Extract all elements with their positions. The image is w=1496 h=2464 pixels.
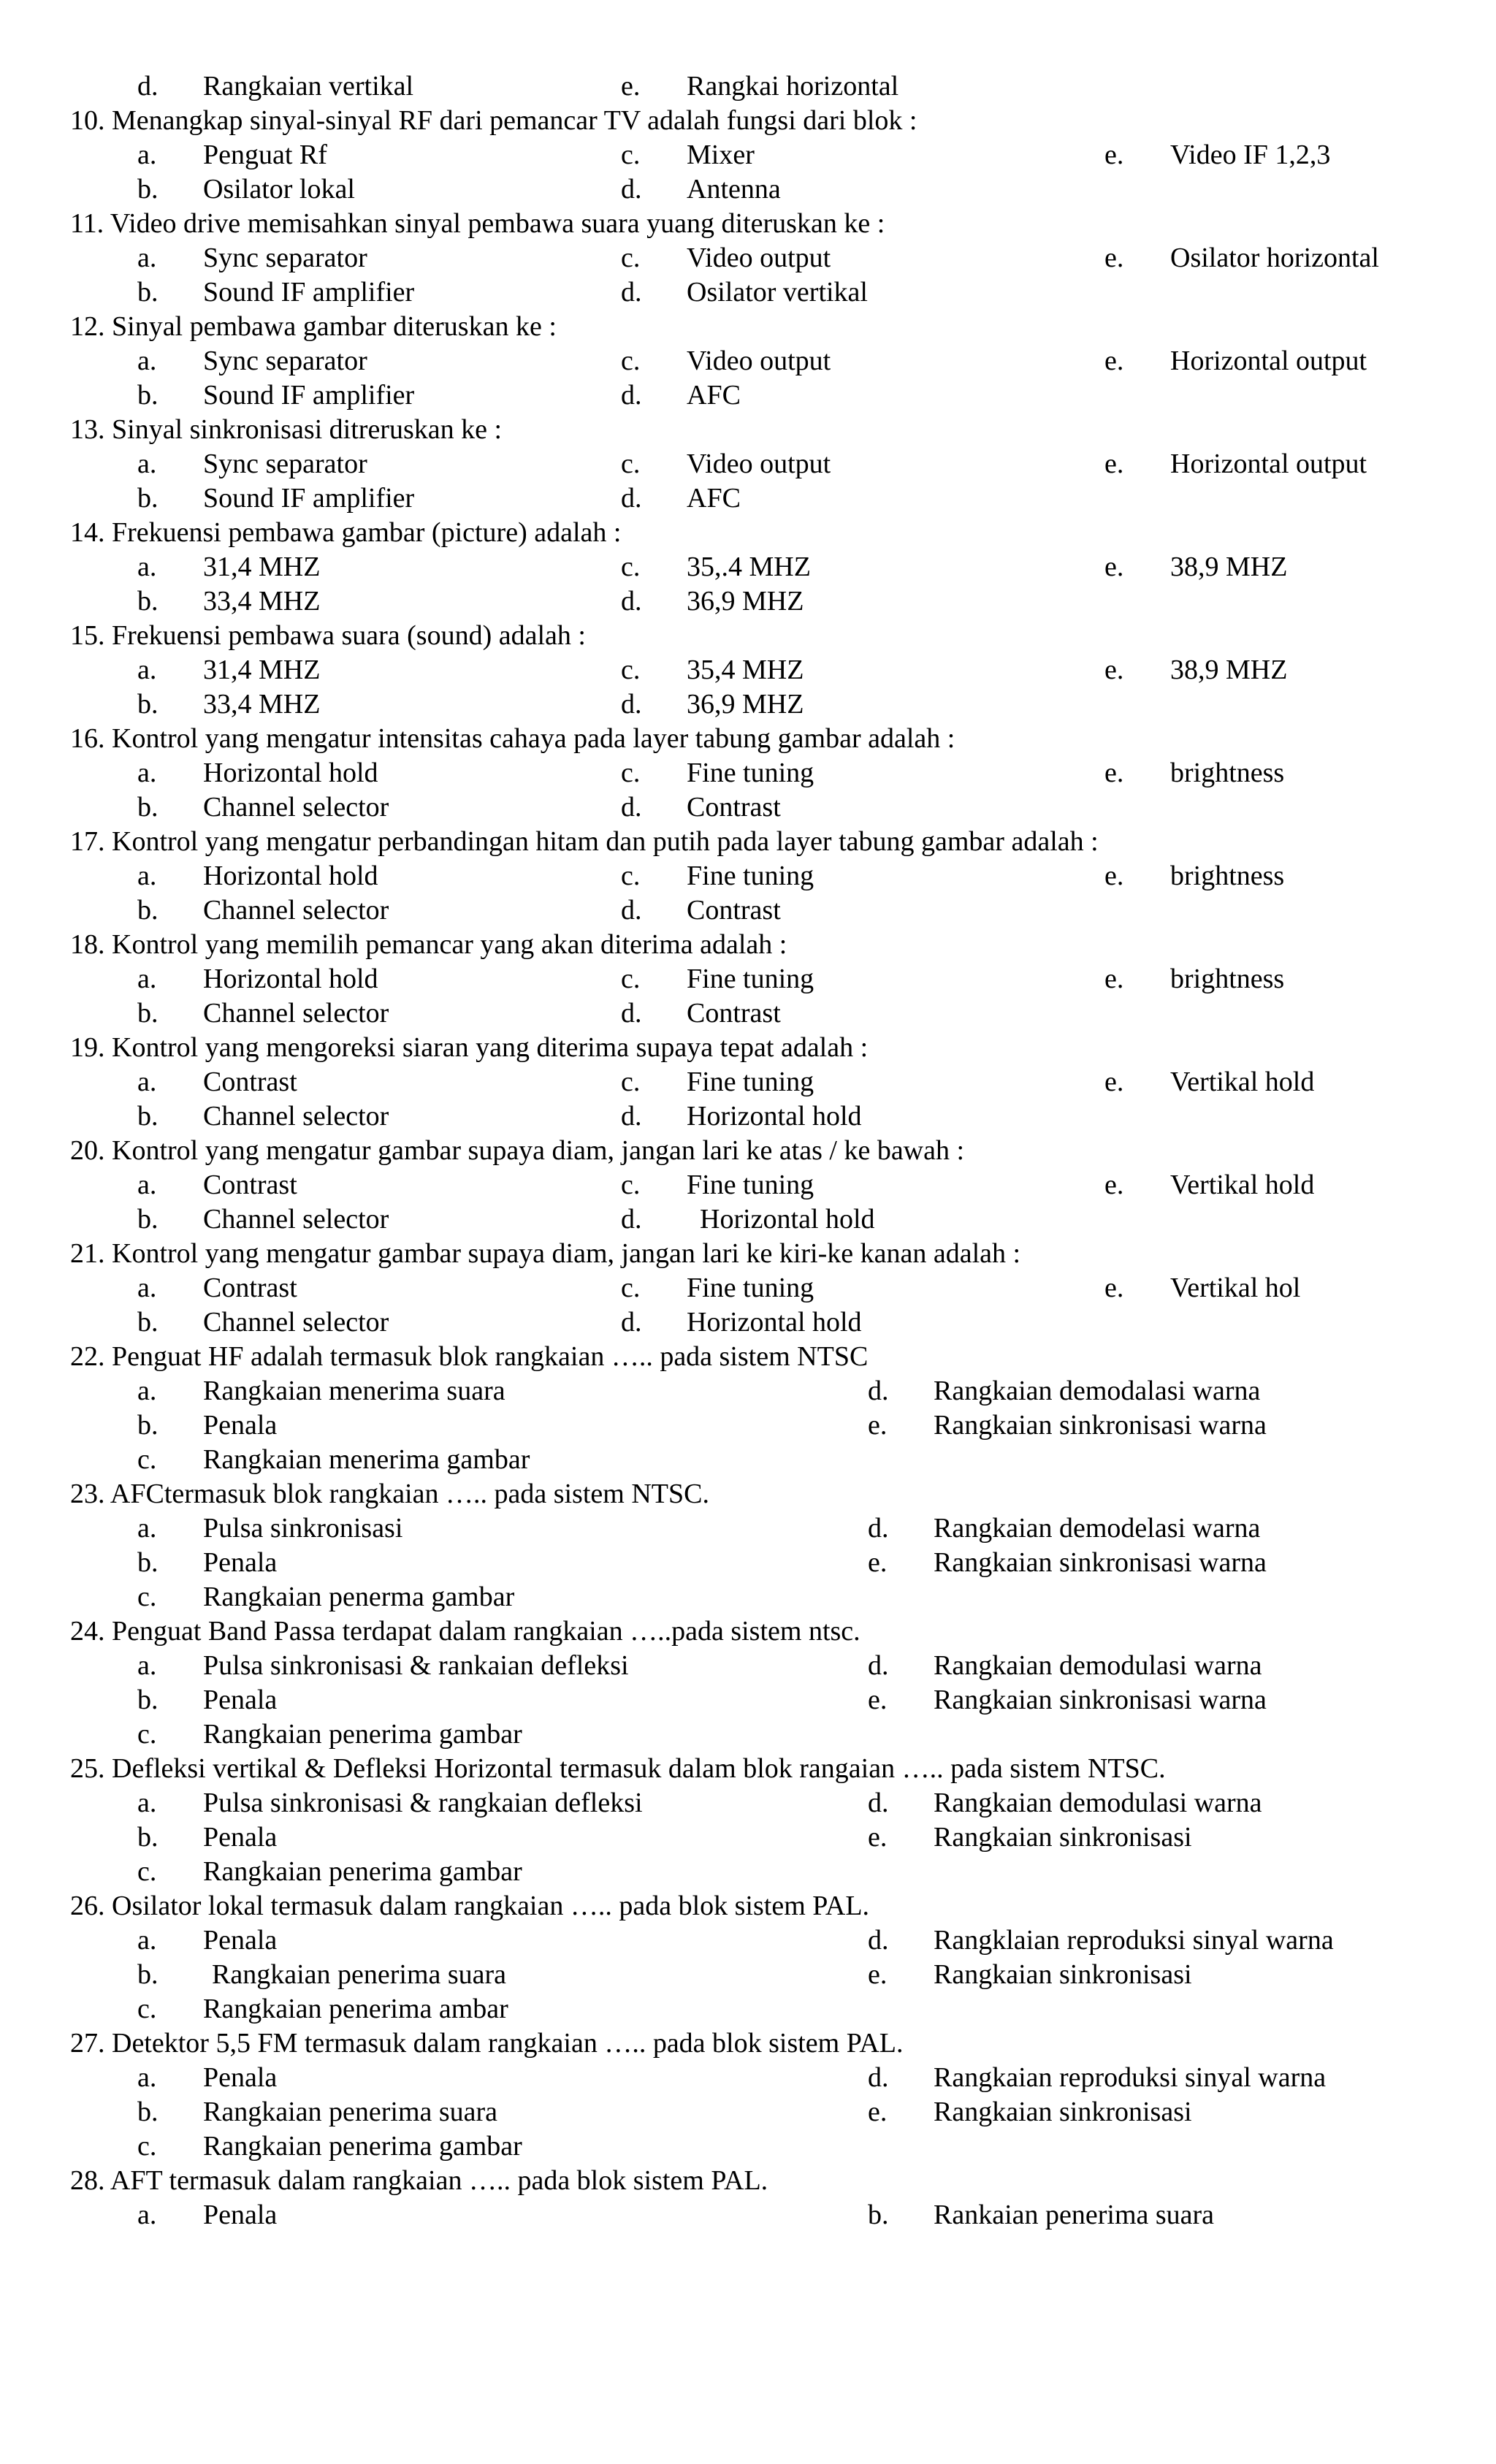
option-line — [0, 756, 1496, 790]
option-letter: a. — [137, 1067, 157, 1097]
option-letter: d. — [621, 1307, 642, 1338]
option-text: Vertikal hold — [1170, 1170, 1315, 1200]
option-letter: c. — [621, 655, 641, 685]
question-text: 27. Detektor 5,5 FM termasuk dalam rangkaian ….. pada blok sistem PAL. — [70, 2028, 904, 2059]
option-text: Penala — [203, 1925, 278, 1956]
option-letter: c. — [621, 861, 641, 891]
option-text: Sync separator — [203, 346, 367, 376]
option-line — [0, 2095, 1496, 2129]
option-line — [0, 687, 1496, 721]
question-line — [0, 2026, 1496, 2060]
option-text: 36,9 MHZ — [687, 689, 804, 720]
question-line — [0, 722, 1496, 755]
option-letter: a. — [137, 552, 157, 582]
option-letter: c. — [137, 1719, 157, 1750]
option-text: Rangkaian demodulasi warna — [934, 1788, 1262, 1818]
option-line — [0, 1408, 1496, 1442]
option-line — [0, 1099, 1496, 1133]
option-text: Rangkaian penerima ambar — [203, 1994, 508, 2024]
option-text: Rangkaian penerima gambar — [203, 1719, 522, 1750]
option-text: Rangkaian penerima suara — [212, 1959, 507, 1990]
option-letter: b. — [137, 1410, 159, 1441]
option-line — [0, 996, 1496, 1030]
option-letter: a. — [137, 964, 157, 994]
option-letter: d. — [621, 998, 642, 1029]
option-letter: d. — [621, 483, 642, 514]
option-text: Channel selector — [203, 1204, 389, 1235]
option-letter: b. — [137, 1101, 159, 1132]
option-letter: c. — [621, 964, 641, 994]
option-letter: a. — [137, 243, 157, 273]
option-letter: a. — [137, 346, 157, 376]
option-line — [0, 1717, 1496, 1751]
option-letter: a. — [137, 1788, 157, 1818]
question-line — [0, 1889, 1496, 1923]
option-letter: e. — [868, 1410, 888, 1441]
option-text: Fine tuning — [687, 1170, 814, 1200]
question-text: 22. Penguat HF adalah termasuk blok rangkaian ….. pada sistem NTSC — [70, 1341, 869, 1372]
option-letter: b. — [137, 1822, 159, 1853]
question-text: 24. Penguat Band Passa terdapat dalam rangkaian …..pada sistem ntsc. — [70, 1616, 860, 1647]
option-letter: d. — [621, 174, 642, 205]
option-text: Channel selector — [203, 792, 389, 823]
option-letter: c. — [137, 1444, 157, 1475]
option-line — [0, 1202, 1496, 1236]
option-line — [0, 1683, 1496, 1717]
option-text: brightness — [1170, 758, 1285, 788]
option-letter: d. — [621, 1101, 642, 1132]
option-letter: b. — [137, 1959, 159, 1990]
option-text: 35,4 MHZ — [687, 655, 804, 685]
option-text: Horizontal hold — [203, 758, 378, 788]
option-text: Penala — [203, 1547, 278, 1578]
option-line — [0, 859, 1496, 893]
option-line — [0, 1168, 1496, 1202]
option-letter: d. — [868, 1650, 889, 1681]
option-letter: b. — [137, 1547, 159, 1578]
option-text: brightness — [1170, 861, 1285, 891]
option-text: Penala — [203, 2200, 278, 2230]
option-text: Video output — [687, 346, 831, 376]
option-line — [0, 138, 1496, 172]
option-letter: a. — [137, 140, 157, 170]
option-text: Rangkaian sinkronisasi warna — [934, 1685, 1267, 1715]
option-text: Sound IF amplifier — [203, 483, 415, 514]
option-letter: a. — [137, 655, 157, 685]
option-letter: b. — [137, 895, 159, 926]
option-letter: b. — [137, 586, 159, 617]
question-line — [0, 2164, 1496, 2197]
option-letter: d. — [621, 895, 642, 926]
option-line — [0, 1992, 1496, 2026]
option-text: Sound IF amplifier — [203, 380, 415, 411]
option-letter: e. — [621, 71, 641, 102]
question-line — [0, 413, 1496, 446]
option-letter: b. — [137, 998, 159, 1029]
option-text: Horizontal hold — [687, 1307, 862, 1338]
option-text: Rangkaian demodelasi warna — [934, 1513, 1261, 1544]
option-letter: a. — [137, 2200, 157, 2230]
option-letter: d. — [621, 689, 642, 720]
option-letter: d. — [621, 586, 642, 617]
option-letter: a. — [137, 1376, 157, 1406]
option-line — [0, 1855, 1496, 1888]
option-line — [0, 1374, 1496, 1408]
option-letter: e. — [1104, 1273, 1124, 1303]
option-letter: e. — [868, 1547, 888, 1578]
option-line — [0, 1546, 1496, 1579]
option-line — [0, 1786, 1496, 1820]
question-line — [0, 1614, 1496, 1648]
option-letter: a. — [137, 758, 157, 788]
option-text: Rangkaian sinkronisasi warna — [934, 1547, 1267, 1578]
option-text: Fine tuning — [687, 1273, 814, 1303]
option-text: Penala — [203, 2062, 278, 2093]
question-text: 12. Sinyal pembawa gambar diteruskan ke : — [70, 311, 557, 342]
option-letter: e. — [1104, 243, 1124, 273]
option-text: 33,4 MHZ — [203, 689, 321, 720]
option-text: Channel selector — [203, 998, 389, 1029]
question-text: 28. AFT termasuk dalam rangkaian ….. pada blok sistem PAL. — [70, 2165, 768, 2196]
option-text: Rangkaian sinkronisasi — [934, 2097, 1192, 2127]
option-line — [0, 790, 1496, 824]
option-line — [0, 1443, 1496, 1476]
option-text: 36,9 MHZ — [687, 586, 804, 617]
option-letter: b. — [137, 174, 159, 205]
option-text: Rangkaian menerima gambar — [203, 1444, 530, 1475]
option-line — [0, 1958, 1496, 1991]
option-letter: a. — [137, 1273, 157, 1303]
option-line — [0, 275, 1496, 309]
option-letter: e. — [868, 1959, 888, 1990]
option-letter: d. — [621, 1204, 642, 1235]
option-text: Osilator lokal — [203, 174, 355, 205]
option-text: Fine tuning — [687, 1067, 814, 1097]
option-text: Rangkaian sinkronisasi warna — [934, 1410, 1267, 1441]
option-letter: c. — [137, 1856, 157, 1887]
option-text: Channel selector — [203, 895, 389, 926]
question-line — [0, 1134, 1496, 1167]
option-letter: e. — [1104, 964, 1124, 994]
question-text: 13. Sinyal sinkronisasi ditreruskan ke : — [70, 414, 503, 445]
option-text: Video output — [687, 243, 831, 273]
question-text: 11. Video drive memisahkan sinyal pembawa suara yuang diteruskan ke : — [70, 208, 885, 239]
option-text: 38,9 MHZ — [1170, 655, 1288, 685]
option-text: Vertikal hold — [1170, 1067, 1315, 1097]
option-line — [0, 1820, 1496, 1854]
option-letter: b. — [137, 1685, 159, 1715]
option-letter: d. — [868, 1925, 889, 1956]
option-text: Channel selector — [203, 1307, 389, 1338]
question-line — [0, 310, 1496, 343]
question-text: 23. AFCtermasuk blok rangkaian ….. pada sistem NTSC. — [70, 1479, 709, 1509]
option-text: Rangkai horizontal — [687, 71, 899, 102]
option-line — [0, 550, 1496, 584]
option-text: Penala — [203, 1822, 278, 1853]
option-text: Video output — [687, 449, 831, 479]
option-letter: c. — [621, 1067, 641, 1097]
option-text: Horizontal hold — [203, 861, 378, 891]
option-line — [0, 241, 1496, 275]
option-letter: e. — [1104, 1170, 1124, 1200]
option-letter: d. — [868, 1376, 889, 1406]
option-line — [0, 378, 1496, 412]
option-line — [0, 962, 1496, 996]
option-text: Penala — [203, 1685, 278, 1715]
option-text: Channel selector — [203, 1101, 389, 1132]
option-text: Rangkaian menerima suara — [203, 1376, 505, 1406]
option-letter: b. — [137, 483, 159, 514]
option-line — [0, 1923, 1496, 1957]
option-letter: d. — [868, 1513, 889, 1544]
question-line — [0, 1237, 1496, 1270]
option-text: 35,.4 MHZ — [687, 552, 811, 582]
question-text: 19. Kontrol yang mengoreksi siaran yang diterima supaya tepat adalah : — [70, 1032, 869, 1063]
option-text: Horizontal hold — [700, 1204, 875, 1235]
option-text: 31,4 MHZ — [203, 552, 321, 582]
option-text: Horizontal hold — [203, 964, 378, 994]
option-text: Fine tuning — [687, 758, 814, 788]
question-line — [0, 928, 1496, 961]
option-text: Rangklaian reproduksi sinyal warna — [934, 1925, 1334, 1956]
option-text: Contrast — [687, 998, 781, 1029]
option-line — [0, 1271, 1496, 1305]
option-text: Penala — [203, 1410, 278, 1441]
option-letter: a. — [137, 1170, 157, 1200]
question-text: 25. Defleksi vertikal & Defleksi Horizontal termasuk dalam blok rangaian ….. pada sistem NTSC. — [70, 1753, 1166, 1784]
option-letter: d. — [137, 71, 159, 102]
option-letter: b. — [137, 2097, 159, 2127]
question-text: 21. Kontrol yang mengatur gambar supaya diam, jangan lari ke kiri-ke kanan adalah : — [70, 1238, 1021, 1269]
option-text: Contrast — [203, 1170, 297, 1200]
option-line — [0, 481, 1496, 515]
option-letter: b. — [137, 792, 159, 823]
option-text: Horizontal hold — [687, 1101, 862, 1132]
option-letter: e. — [1104, 758, 1124, 788]
option-letter: b. — [137, 380, 159, 411]
option-text: Rangkaian sinkronisasi — [934, 1822, 1192, 1853]
option-text: Mixer — [687, 140, 755, 170]
question-line — [0, 207, 1496, 240]
option-text: Osilator horizontal — [1170, 243, 1379, 273]
option-letter: a. — [137, 449, 157, 479]
option-letter: a. — [137, 1925, 157, 1956]
option-text: Rangkaian penerima gambar — [203, 1856, 522, 1887]
option-line — [0, 2198, 1496, 2232]
option-line — [0, 653, 1496, 687]
option-text: Contrast — [203, 1067, 297, 1097]
question-line — [0, 1340, 1496, 1373]
option-letter: c. — [621, 243, 641, 273]
option-text: Vertikal hol — [1170, 1273, 1301, 1303]
option-letter: e. — [1104, 1067, 1124, 1097]
question-text: 18. Kontrol yang memilih pemancar yang akan diterima adalah : — [70, 929, 787, 960]
question-line — [0, 1477, 1496, 1511]
option-text: 31,4 MHZ — [203, 655, 321, 685]
option-text: brightness — [1170, 964, 1285, 994]
option-text: Fine tuning — [687, 861, 814, 891]
option-line — [0, 69, 1496, 103]
option-letter: a. — [137, 1513, 157, 1544]
option-letter: c. — [621, 1170, 641, 1200]
option-text: Osilator vertikal — [687, 277, 868, 308]
question-text: 20. Kontrol yang mengatur gambar supaya diam, jangan lari ke atas / ke bawah : — [70, 1135, 965, 1166]
option-text: Pulsa sinkronisasi & rangkaian defleksi — [203, 1788, 643, 1818]
option-text: AFC — [687, 483, 741, 514]
option-text: 33,4 MHZ — [203, 586, 321, 617]
option-letter: b. — [868, 2200, 889, 2230]
question-line — [0, 619, 1496, 652]
question-text: 26. Osilator lokal termasuk dalam rangkaian ….. pada blok sistem PAL. — [70, 1891, 870, 1921]
option-line — [0, 1065, 1496, 1099]
option-text: Penguat Rf — [203, 140, 327, 170]
option-letter: d. — [621, 277, 642, 308]
option-text: Rangkaian sinkronisasi — [934, 1959, 1192, 1990]
option-text: Fine tuning — [687, 964, 814, 994]
option-text: Contrast — [687, 792, 781, 823]
option-letter: c. — [621, 552, 641, 582]
option-text: Rangkaian reproduksi sinyal warna — [934, 2062, 1327, 2093]
option-letter: e. — [1104, 861, 1124, 891]
option-text: Sync separator — [203, 449, 367, 479]
option-text: Rangkaian vertikal — [203, 71, 414, 102]
option-letter: c. — [137, 1582, 157, 1612]
option-line — [0, 447, 1496, 481]
option-letter: b. — [137, 1307, 159, 1338]
option-letter: e. — [1104, 449, 1124, 479]
option-line — [0, 893, 1496, 927]
option-line — [0, 1649, 1496, 1682]
option-letter: c. — [137, 2131, 157, 2162]
option-line — [0, 1305, 1496, 1339]
option-letter: c. — [621, 140, 641, 170]
question-text: 15. Frekuensi pembawa suara (sound) adalah : — [70, 620, 586, 651]
option-text: Pulsa sinkronisasi & rankaian defleksi — [203, 1650, 629, 1681]
option-text: Sound IF amplifier — [203, 277, 415, 308]
option-text: Horizontal output — [1170, 449, 1367, 479]
option-text: Rangkaian penerma gambar — [203, 1582, 515, 1612]
option-text: Sync separator — [203, 243, 367, 273]
option-letter: c. — [621, 1273, 641, 1303]
question-text: 10. Menangkap sinyal-sinyal RF dari pemancar TV adalah fungsi dari blok : — [70, 105, 917, 136]
option-letter: e. — [868, 1685, 888, 1715]
option-letter: d. — [868, 1788, 889, 1818]
option-text: Antenna — [687, 174, 781, 205]
option-letter: a. — [137, 2062, 157, 2093]
option-text: Horizontal output — [1170, 346, 1367, 376]
option-letter: d. — [868, 2062, 889, 2093]
option-line — [0, 1580, 1496, 1614]
option-letter: e. — [1104, 140, 1124, 170]
option-letter: c. — [621, 346, 641, 376]
option-letter: b. — [137, 689, 159, 720]
option-text: Rankaian penerima suara — [934, 2200, 1215, 2230]
option-text: Rangkaian demodalasi warna — [934, 1376, 1261, 1406]
option-text: Video IF 1,2,3 — [1170, 140, 1331, 170]
option-letter: e. — [868, 1822, 888, 1853]
option-letter: b. — [137, 1204, 159, 1235]
option-text: Rangkaian demodulasi warna — [934, 1650, 1262, 1681]
option-text: Rangkaian penerima suara — [203, 2097, 498, 2127]
option-line — [0, 172, 1496, 206]
option-letter: b. — [137, 277, 159, 308]
option-letter: e. — [1104, 552, 1124, 582]
option-text: Rangkaian penerima gambar — [203, 2131, 522, 2162]
option-line — [0, 2129, 1496, 2163]
question-line — [0, 825, 1496, 858]
question-line — [0, 516, 1496, 549]
option-letter: e. — [1104, 346, 1124, 376]
option-line — [0, 344, 1496, 378]
option-letter: c. — [621, 758, 641, 788]
option-letter: e. — [1104, 655, 1124, 685]
question-text: 16. Kontrol yang mengatur intensitas cahaya pada layer tabung gambar adalah : — [70, 723, 955, 754]
option-text: 38,9 MHZ — [1170, 552, 1288, 582]
question-line — [0, 104, 1496, 137]
question-text: 14. Frekuensi pembawa gambar (picture) adalah : — [70, 517, 622, 548]
option-text: AFC — [687, 380, 741, 411]
question-text: 17. Kontrol yang mengatur perbandingan hitam dan putih pada layer tabung gambar adalah : — [70, 826, 1099, 857]
option-letter: d. — [621, 792, 642, 823]
option-text: Pulsa sinkronisasi — [203, 1513, 403, 1544]
option-text: Contrast — [687, 895, 781, 926]
option-letter: e. — [868, 2097, 888, 2127]
option-line — [0, 1511, 1496, 1545]
option-letter: a. — [137, 861, 157, 891]
question-line — [0, 1752, 1496, 1785]
option-line — [0, 2061, 1496, 2094]
question-line — [0, 1031, 1496, 1064]
option-line — [0, 584, 1496, 618]
option-text: Contrast — [203, 1273, 297, 1303]
option-letter: c. — [621, 449, 641, 479]
option-letter: a. — [137, 1650, 157, 1681]
option-letter: c. — [137, 1994, 157, 2024]
option-letter: d. — [621, 380, 642, 411]
